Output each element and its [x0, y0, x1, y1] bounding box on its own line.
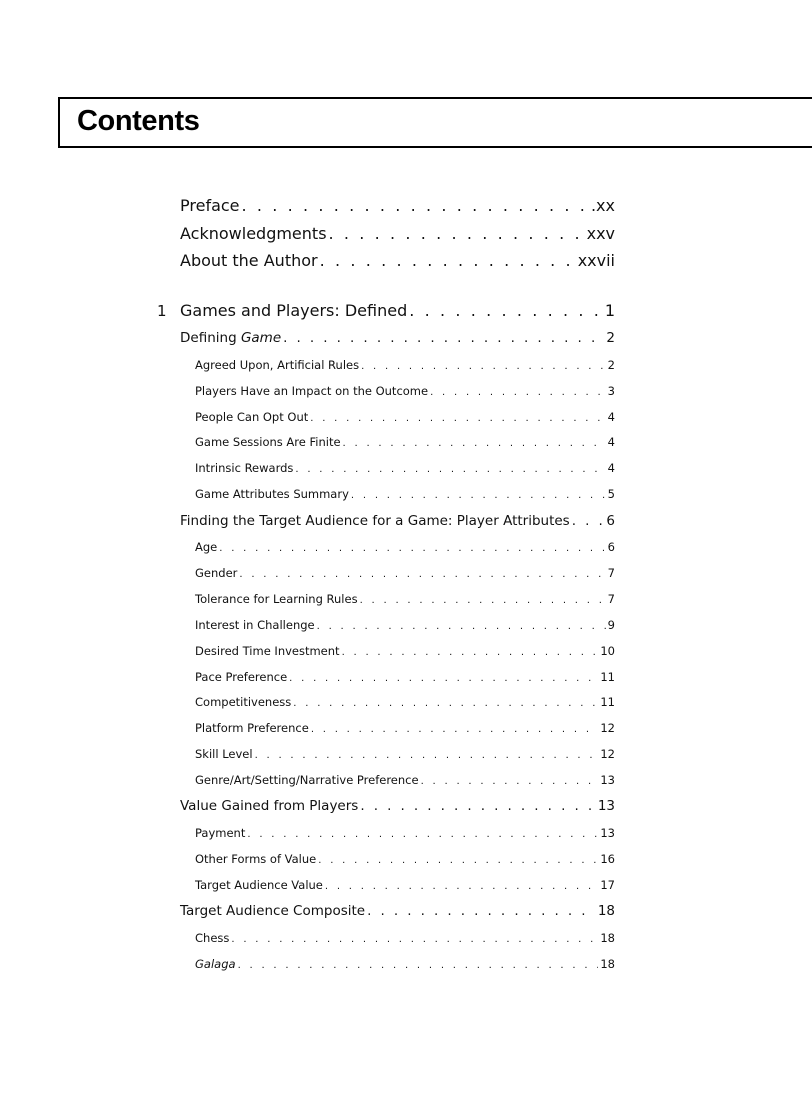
toc-entry-label: Value Gained from Players — [180, 798, 359, 814]
toc-entry-page: 17 — [600, 878, 615, 892]
toc-entry-subsection[interactable] — [195, 747, 615, 761]
toc-entry-subsection[interactable] — [195, 721, 615, 735]
toc-entry-label: Chess — [195, 931, 230, 945]
toc-entry-page: 13 — [600, 773, 615, 787]
toc-entry-page: xxv — [586, 224, 615, 243]
toc-entry-about-author[interactable] — [180, 251, 615, 270]
toc-entry-subsection[interactable] — [195, 852, 615, 866]
leader-dots — [310, 413, 605, 424]
toc-entry-page: 7 — [607, 592, 615, 606]
toc-entry-label: Skill Level — [195, 747, 253, 761]
toc-entry-label: Target Audience Value — [195, 878, 323, 892]
contents-header — [58, 97, 812, 148]
toc-entry-page: 6 — [607, 540, 615, 554]
toc-entry-page: 4 — [607, 410, 615, 424]
toc-entry-section[interactable] — [180, 798, 615, 814]
leader-dots — [421, 776, 599, 787]
toc-entry-chapter-1[interactable] — [180, 301, 615, 320]
leader-dots — [247, 829, 598, 840]
toc-entry-page: 3 — [607, 384, 615, 398]
leader-dots — [360, 595, 606, 606]
leader-dots — [239, 569, 605, 580]
label-text: Defining — [180, 330, 241, 346]
leader-dots — [317, 621, 606, 632]
toc-entry-page: 9 — [607, 618, 615, 632]
leader-dots — [219, 543, 605, 554]
toc-entry-subsection[interactable] — [195, 826, 615, 840]
toc-entry-subsection[interactable] — [195, 384, 615, 398]
toc-entry-subsection[interactable] — [195, 618, 615, 632]
toc-entry-label: Preface — [180, 196, 240, 215]
leader-dots — [283, 330, 604, 346]
leader-dots — [572, 513, 605, 529]
leader-dots — [360, 798, 595, 814]
leader-dots — [342, 647, 599, 658]
leader-dots — [343, 438, 606, 449]
leader-dots — [351, 490, 606, 501]
toc-entry-page: 5 — [607, 487, 615, 501]
leader-dots — [295, 464, 605, 475]
leader-dots — [231, 934, 598, 945]
toc-entry-label: Age — [195, 540, 218, 554]
toc-entry-label: Gender — [195, 566, 238, 580]
toc-entry-page: 18 — [600, 957, 615, 971]
toc-entry-label: Platform Preference — [195, 721, 309, 735]
label-emphasis: Game — [240, 330, 282, 346]
toc-entry-section[interactable] — [180, 903, 615, 919]
toc-entry-label: Payment — [195, 826, 246, 840]
leader-dots — [289, 673, 598, 684]
toc-entry-subsection[interactable] — [195, 931, 615, 945]
toc-entry-section[interactable] — [180, 330, 615, 346]
toc-entry-page: 7 — [607, 566, 615, 580]
page-title: Contents — [77, 105, 200, 137]
toc-entry-subsection[interactable] — [195, 410, 615, 424]
toc-entry-page: 18 — [600, 931, 615, 945]
toc-entry-page: 16 — [600, 852, 615, 866]
leader-dots — [242, 196, 589, 215]
toc-entry-page: 12 — [600, 721, 615, 735]
toc-entry-label: Game Sessions Are Finite — [195, 435, 341, 449]
toc-entry-label: Desired Time Investment — [195, 644, 340, 658]
toc-entry-label: Game Attributes Summary — [195, 487, 349, 501]
toc-entry-subsection[interactable] — [195, 878, 615, 892]
toc-entry-label: Target Audience Composite — [180, 903, 366, 919]
toc-entry-subsection[interactable] — [195, 592, 615, 606]
toc-entry-page: 11 — [600, 670, 615, 684]
toc-entry-label: About the Author — [180, 251, 318, 270]
chapter-number: 1 — [157, 302, 167, 320]
toc-entry-label: Genre/Art/Setting/Narrative Preference — [195, 773, 419, 787]
toc-entry-label: Acknowledgments — [180, 224, 327, 243]
toc-entry-page: 4 — [607, 461, 615, 475]
toc-entry-subsection[interactable] — [195, 358, 615, 372]
toc-entry-label: Interest in Challenge — [195, 618, 315, 632]
toc-entry-page: 13 — [597, 798, 615, 814]
toc-entry-label: Tolerance for Learning Rules — [195, 592, 358, 606]
toc-entry-label: Finding the Target Audience for a Game: Player Attributes — [180, 513, 570, 529]
toc-entry-label: Other Forms of Value — [195, 852, 317, 866]
toc-entry-subsection[interactable] — [195, 566, 615, 580]
leader-dots — [409, 301, 603, 320]
toc-entry-subsection[interactable] — [195, 670, 615, 684]
toc-entry-page: .xx — [590, 196, 615, 215]
toc-entry-page: 4 — [607, 435, 615, 449]
toc-entry-section[interactable] — [180, 513, 615, 529]
toc-entry-preface[interactable] — [180, 196, 615, 215]
toc-entry-page: xxvii — [577, 251, 615, 270]
leader-dots — [293, 698, 598, 709]
toc-entry-subsection[interactable] — [195, 540, 615, 554]
toc-entry-page: 11 — [600, 695, 615, 709]
leader-dots — [367, 903, 596, 919]
toc-entry-page: 10 — [600, 644, 615, 658]
toc-entry-page: 12 — [600, 747, 615, 761]
leader-dots — [430, 387, 606, 398]
toc-entry-label: Galaga — [195, 957, 236, 971]
leader-dots — [329, 224, 585, 243]
toc-entry-page: 2 — [607, 358, 615, 372]
leader-dots — [320, 251, 576, 270]
toc-entry-label: People Can Opt Out — [195, 410, 309, 424]
toc-entry-acknowledgments[interactable] — [180, 224, 615, 243]
toc-entry-label: Players Have an Impact on the Outcome — [195, 384, 429, 398]
toc-entry-label — [180, 330, 281, 346]
toc-entry-label: Intrinsic Rewards — [195, 461, 294, 475]
leader-dots — [325, 881, 598, 892]
leader-dots — [361, 361, 606, 372]
toc-entry-label: Competitiveness — [195, 695, 292, 709]
toc-entry-page: 6 — [606, 513, 615, 529]
toc-entry-label: Agreed Upon, Artificial Rules — [195, 358, 360, 372]
toc-entry-page: 13 — [600, 826, 615, 840]
chapter-title: Games and Players: Defined — [180, 301, 408, 320]
toc-entry-page: 2 — [606, 330, 615, 346]
toc-entry-subsection[interactable] — [195, 773, 615, 787]
leader-dots — [238, 960, 599, 971]
toc-entry-page: 1 — [604, 301, 615, 320]
toc-entry-page: 18 — [597, 903, 615, 919]
leader-dots — [318, 855, 598, 866]
toc-entry-label: Pace Preference — [195, 670, 288, 684]
leader-dots — [311, 724, 599, 735]
toc-entry-subsection[interactable] — [195, 435, 615, 449]
leader-dots — [255, 750, 599, 761]
toc-entry-subsection[interactable] — [195, 695, 615, 709]
toc-entry-subsection[interactable] — [195, 957, 615, 971]
toc-entry-subsection[interactable] — [195, 487, 615, 501]
toc-entry-subsection[interactable] — [195, 461, 615, 475]
toc-entry-subsection[interactable] — [195, 644, 615, 658]
